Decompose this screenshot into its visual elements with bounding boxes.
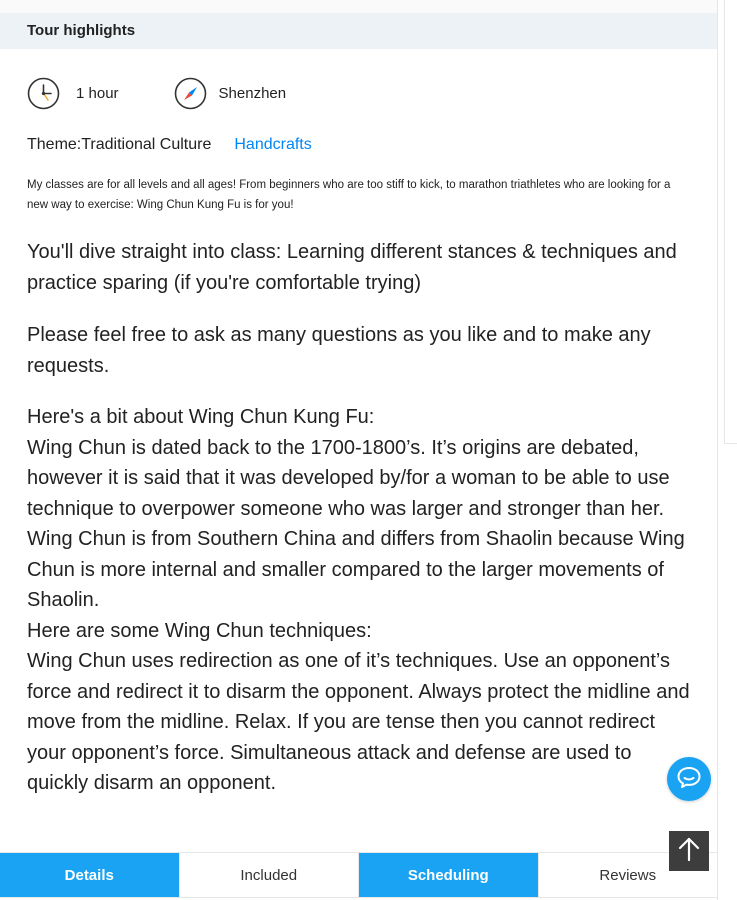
- theme-row: [27, 136, 312, 154]
- tab-reviews[interactable]: Reviews: [599, 866, 657, 884]
- tab-included[interactable]: Included: [180, 853, 360, 897]
- intro-text: My classes are for all levels and all ages! From beginners who are too stiff to kick, to marathon triathletes who are looking for a new way to exercise: Wing Chun Kung Fu is for you!: [27, 179, 671, 211]
- meta-row: [27, 76, 286, 110]
- techniques-text: Wing Chun uses redirection as one of it’s techniques. Use an opponent’s force and redirect it to disarm the opponent. Always protect the midline and move from the midline. Relax. If you are tense then you cannot redirect your opponent’s force. Simultaneous attack and defense are used to quickly disarm an opponent.: [27, 650, 690, 794]
- tab-scheduling[interactable]: Scheduling: [359, 853, 539, 897]
- about-history: Wing Chun is dated back to the 1700-1800’s. It’s origins are debated, however it is said that it was developed by/for a woman to be able to use technique to overpower someone who was larger and stronger than her. Wing Chun is from Southern China and differs from Shaolin because Wing Chun is more internal and smaller compared to the larger movements of Shaolin.: [27, 436, 685, 611]
- theme-label: Theme:Traditional Culture: [27, 136, 212, 153]
- bottom-tab-bar: [0, 852, 717, 898]
- clock-icon: [27, 77, 60, 110]
- theme-tag-link[interactable]: Handcrafts: [234, 136, 312, 153]
- tab-details[interactable]: Details: [0, 853, 180, 897]
- back-to-top-button[interactable]: [669, 831, 709, 871]
- location-item: [174, 77, 287, 110]
- duration-label: 1 hour: [76, 84, 119, 102]
- duration-item: [27, 77, 174, 110]
- right-side-panel-edge: [724, 0, 737, 444]
- location-label: Shenzhen: [218, 84, 287, 102]
- techniques-heading: Here are some Wing Chun techniques:: [27, 619, 372, 642]
- paragraph-about-wing-chun: [27, 402, 695, 799]
- paragraph-dive-in: You'll dive straight into class: Learning different stances & techniques and practice sparing (if you're comfortable trying): [27, 241, 677, 294]
- section-title: Tour highlights: [27, 22, 136, 39]
- arrow-up-icon: [677, 836, 701, 867]
- chat-button[interactable]: [667, 757, 711, 801]
- about-heading: Here's a bit about Wing Chun Kung Fu:: [27, 406, 375, 428]
- top-strip: [0, 0, 717, 13]
- compass-icon: [174, 77, 207, 110]
- paragraph-questions: Please feel free to ask as many questions as you like and to make any requests.: [27, 324, 651, 377]
- chat-bubble-icon: [676, 765, 702, 794]
